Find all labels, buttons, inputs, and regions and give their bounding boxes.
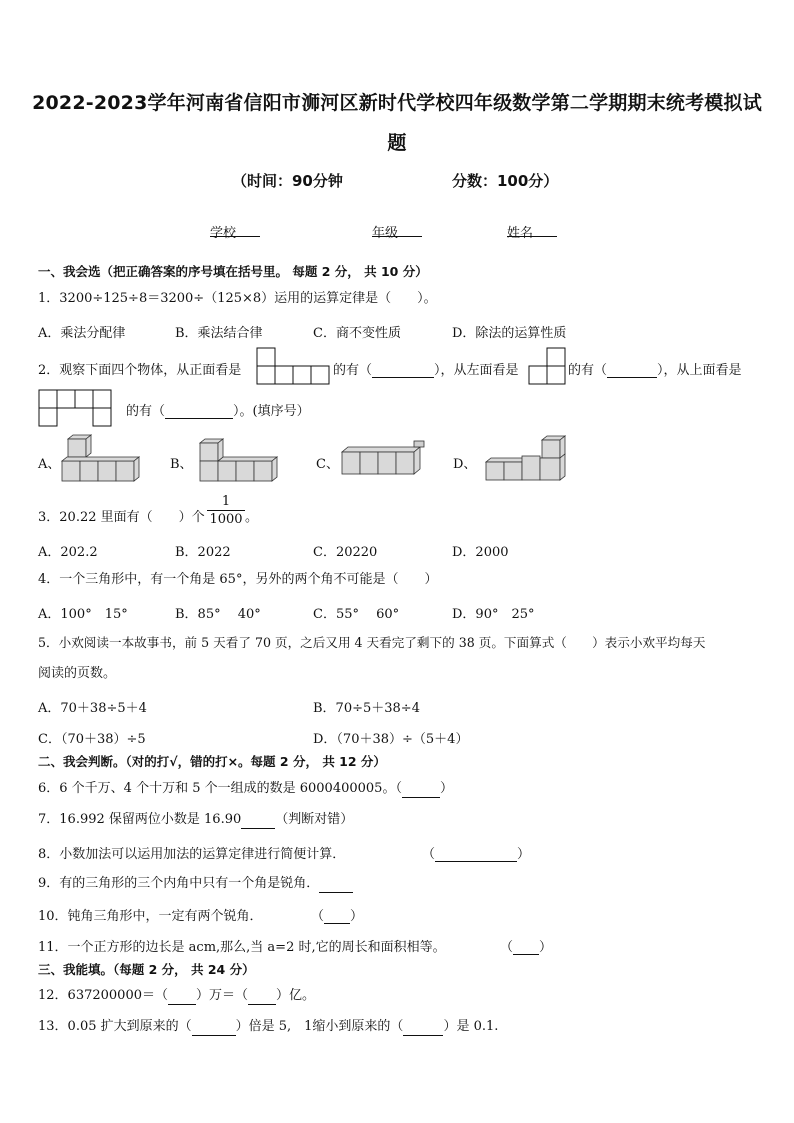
q2-blank-left[interactable] [607,363,657,378]
q2-option-b[interactable]: B、 [170,457,193,472]
q4-option-a[interactable]: A．100° 15° [38,607,128,622]
q2-option-c[interactable]: C、 [316,457,339,472]
q6: 6．6 个千万、4 个十万和 5 个一组成的数是 6000400005。（ ） [38,781,453,796]
q4-option-c[interactable]: C．55° 60° [313,607,400,622]
q2-stem-part6: 的有（ ）。(填序号） [126,404,310,419]
time-limit: （时间：90分钟 [232,172,343,190]
section-2-heading: 二、我会判断。（对的打√，错的打×。每题 2 分， 共 12 分） [38,754,386,769]
q3-option-a[interactable]: A．202.2 [38,545,98,560]
exam-title-line2: 题 [387,132,407,154]
q8-answer: （ ） [422,847,531,862]
q10-text: 10．钝角三角形中，一定有两个锐角． [38,909,263,924]
name-label: 姓名 [507,226,534,241]
front-view-figure [256,347,332,385]
q11-text: 11．一个正方形的边长是 acm,那么,当 a=2 时,它的周长和面积相等。 [38,940,446,955]
q8-answer-blank[interactable] [435,847,517,862]
q2-stem-part1: 2．观察下面四个物体，从正面看是 [38,363,242,378]
q12-blank-yi[interactable] [248,990,276,1005]
q4-option-b[interactable]: B．85° 40° [175,607,261,622]
q11-answer: （ ） [500,940,553,955]
left-view-figure [528,347,568,385]
q1-option-d[interactable]: D．除法的运算性质 [452,326,567,341]
q3-stem-end: 。 [245,510,259,525]
q5-option-c[interactable]: C．（70＋38）÷5 [38,732,146,747]
grade-label: 年级 [372,226,399,241]
name-field[interactable] [507,222,557,237]
q2-option-d[interactable]: D、 [453,457,477,472]
q8-text: 8．小数加法可以运用加法的运算定律进行简便计算． [38,847,346,862]
q5-option-a[interactable]: A．70＋38÷5＋4 [38,701,147,716]
section-3-heading: 三、我能填。（每题 2 分， 共 24 分） [38,962,255,977]
section-1-heading: 一、我会选（把正确答案的序号填在括号里。 每题 2 分， 共 10 分） [38,264,428,279]
q11-answer-blank[interactable] [513,940,539,955]
q9-answer-blank[interactable] [319,878,353,893]
total-score: 分数：100分） [452,172,559,190]
q7: 7．16.992 保留两位小数是 16.90 （判断对错） [38,812,354,827]
q5-stem-line2: 阅读的页数。 [38,666,117,681]
q13-blank-2[interactable] [403,1021,443,1036]
q5-option-d[interactable]: D．（70＋38）÷（5＋4） [313,732,469,747]
q2-blank-front[interactable] [372,363,434,378]
q1-option-c[interactable]: C．商不变性质 [313,326,401,341]
q2-stem-part4: 的有（ ），从上面看是 [568,363,742,378]
q13: 13．0.05 扩大到原来的（ ）倍是 5, 1缩小到原来的（ ）是 0.1. [38,1019,499,1034]
q2-option-a[interactable]: A、 [38,457,61,472]
school-label: 学校 [210,226,237,241]
top-view-figure [38,389,114,429]
q3-fraction-numerator: 1 [221,494,231,509]
q2-solid-c [340,440,432,480]
grade-field[interactable] [372,222,422,237]
q9: 9．有的三角形的三个内角中只有一个角是锐角． [38,875,353,893]
exam-title-line1: 2022-2023学年河南省信阳市浉河区新时代学校四年级数学第二学期期末统考模拟试 [32,92,762,114]
q2-solid-b [196,437,286,485]
q2-blank-top[interactable] [165,404,233,419]
q4-option-d[interactable]: D．90° 25° [452,607,535,622]
q3-option-d[interactable]: D．2000 [452,545,509,560]
q3-option-c[interactable]: C．20220 [313,545,378,560]
q6-answer-blank[interactable] [402,783,440,798]
q4-stem: 4．一个三角形中，有一个角是 65°，另外的两个角不可能是（ ） [38,572,438,587]
q10-answer-blank[interactable] [324,909,350,924]
q2-stem-part2: 的有（ ），从左面看是 [333,363,519,378]
q2-solid-a [58,437,144,485]
q7-answer-blank[interactable] [241,814,275,829]
q3-option-b[interactable]: B．2022 [175,545,231,560]
school-field[interactable] [210,222,260,237]
q12: 12．637200000＝（ ）万＝（ ）亿。 [38,988,316,1003]
q2-solid-d [482,434,574,484]
q1-stem: 1．3200÷125÷8＝3200÷（125×8）运用的运算定律是（ ）。 [38,291,437,306]
q3-fraction [207,494,245,529]
q1-option-a[interactable]: A．乘法分配律 [38,326,126,341]
q12-blank-wan[interactable] [168,990,196,1005]
q5-option-b[interactable]: B．70÷5＋38÷4 [313,701,420,716]
q10-answer: （ ） [311,909,364,924]
q3-fraction-denominator: 1000 [207,510,245,529]
q13-blank-1[interactable] [192,1021,236,1036]
q5-stem-line1: 5．小欢阅读一本故事书，前 5 天看了 70 页，之后又用 4 天看完了剩下的 38 页。下面算式（ ）表示小欢平均每天 [38,635,706,650]
q3-stem: 3．20.22 里面有（ ）个 [38,510,205,525]
q1-option-b[interactable]: B．乘法结合律 [175,326,263,341]
